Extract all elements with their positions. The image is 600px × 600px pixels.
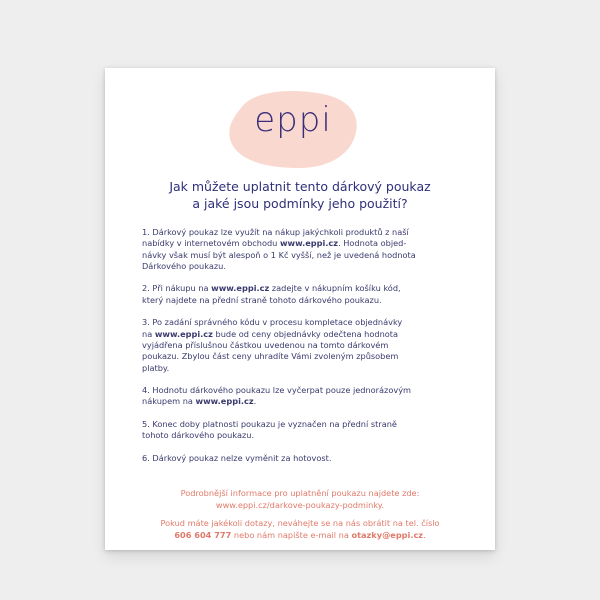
website-link[interactable]: www.eppi.cz xyxy=(211,283,270,294)
term-line xyxy=(142,329,458,340)
term-line: platby. xyxy=(142,362,170,373)
term-text: nabídky v internetovém obchodu xyxy=(142,238,280,249)
term-line: poukazu. Zbylou část ceny uhradíte Vámi zvoleným způsobem xyxy=(142,351,399,362)
term-line: 4. Hodnotu dárkového poukazu lze vyčerpat pouze jednorázovým xyxy=(142,385,412,396)
logo xyxy=(223,86,363,176)
term-text: . Hodnota objed- xyxy=(338,238,407,249)
term-item-3 xyxy=(142,317,458,373)
term-line: tohoto dárkového poukazu. xyxy=(142,430,255,441)
website-link[interactable]: www.eppi.cz xyxy=(154,328,213,339)
term-text: 2. Při nákupu na xyxy=(142,283,212,294)
email-link[interactable]: otazky@eppi.cz xyxy=(351,529,424,540)
voucher-card xyxy=(105,68,495,550)
footer-text: . xyxy=(381,499,385,510)
term-item-4 xyxy=(142,385,458,408)
term-line: 1. Dárkový poukaz lze využít na nákup jakýchkoli produktů z naší xyxy=(142,227,409,237)
term-item-6 xyxy=(142,453,458,464)
term-item-2 xyxy=(142,283,458,306)
term-text: nákupem na xyxy=(142,396,196,407)
term-line: 3. Po zadání správného kódu v procesu kompletace objednávky xyxy=(142,317,403,328)
term-text: bude od ceny objednávky odečtena hodnota xyxy=(212,328,399,339)
term-item-1 xyxy=(142,227,458,272)
footer-info xyxy=(135,488,465,541)
footer-text: . xyxy=(423,529,426,540)
term-line: 5. Konec doby platnosti poukazu je vyznačen na přední straně xyxy=(142,419,397,430)
logo-text: eppi xyxy=(254,100,332,140)
term-line: Dárkového poukazu. xyxy=(142,260,226,271)
footer-text: nebo nám napište e-mail na xyxy=(231,529,352,540)
term-line xyxy=(142,238,458,249)
headline-line-1: Jak můžete uplatnit tento dárkový poukaz xyxy=(169,179,431,194)
term-line: vyjádřena příslušnou částkou uvedenou na tomto dárkovém xyxy=(142,339,389,350)
headline xyxy=(145,178,455,212)
footer-contact-line xyxy=(135,530,465,542)
website-link[interactable]: www.eppi.cz xyxy=(195,396,254,407)
headline-line-2: a jaké jsou podmínky jeho použití? xyxy=(192,196,408,211)
website-link[interactable]: www.eppi.cz xyxy=(279,238,339,249)
term-text: zadejte v nákupním košíku kód, xyxy=(269,283,401,294)
terms-list xyxy=(142,227,458,476)
term-line: návky však musí být alespoň o 1 Kč vyšší, než je uvedená hodnota xyxy=(142,249,416,260)
footer-contact-text: Pokud máte jakékoli dotazy, neváhejte se na nás obrátit na tel. číslo xyxy=(160,518,440,529)
conditions-link[interactable]: www.eppi.cz/darkove-poukazy-podminky xyxy=(215,499,382,510)
term-line xyxy=(142,283,458,294)
term-line: 6. Dárkový poukaz nelze vyměnit za hotovost. xyxy=(142,452,332,463)
footer-info-text: Podrobnější informace pro uplatnění poukazu najdete zde: xyxy=(180,488,420,498)
footer-spacer xyxy=(135,511,465,518)
term-line: který najdete na přední straně tohoto dárkového poukazu. xyxy=(142,294,382,305)
term-text: na xyxy=(142,328,155,339)
phone-number[interactable]: 606 604 777 xyxy=(174,529,232,540)
footer-info-link-line xyxy=(135,500,465,512)
term-item-5 xyxy=(142,419,458,442)
term-line xyxy=(142,396,458,407)
term-text: . xyxy=(253,396,257,407)
